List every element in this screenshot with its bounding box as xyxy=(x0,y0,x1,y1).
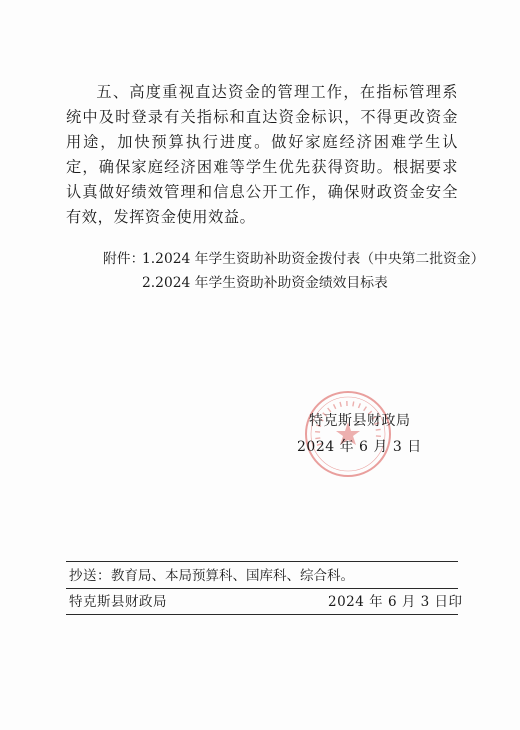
official-seal-stamp xyxy=(302,388,394,480)
footer-print-date: 2024 年 6 月 3 日印 xyxy=(328,594,463,610)
attachment-item-2: 2.2024 年学生资助补助资金绩效目标表 xyxy=(142,275,388,291)
signature-organization: 特克斯县财政局 xyxy=(309,413,411,429)
footer-rule-top xyxy=(66,561,458,562)
cc-line xyxy=(69,566,354,586)
body-paragraph: 五、高度重视直达资金的管理工作，在指标管理系统中及时登录有关指标和直达资金标识，不得更改资金用途，加快预算执行进度。做好家庭经济困难学生认定，确保家庭经济困难等学生优先获得资助。根据要求认真做好绩效管理和信息公开工作，确保财政资金安全有效，发挥资金使用效益。 xyxy=(66,83,458,226)
attachments-label: 附件： xyxy=(103,251,145,267)
cc-label: 抄送： xyxy=(69,568,111,584)
signature-date: 2024 年 6 月 3 日 xyxy=(297,439,422,455)
cc-recipients: 教育局、本局预算科、国库科、综合科。 xyxy=(111,568,354,584)
attachment-item-1: 1.2024 年学生资助补助资金拨付表（中央第二批资金） xyxy=(142,251,485,267)
footer-rule-bottom xyxy=(66,614,458,615)
footer-rule-middle xyxy=(66,588,458,589)
footer-issuer: 特克斯县财政局 xyxy=(69,594,167,610)
